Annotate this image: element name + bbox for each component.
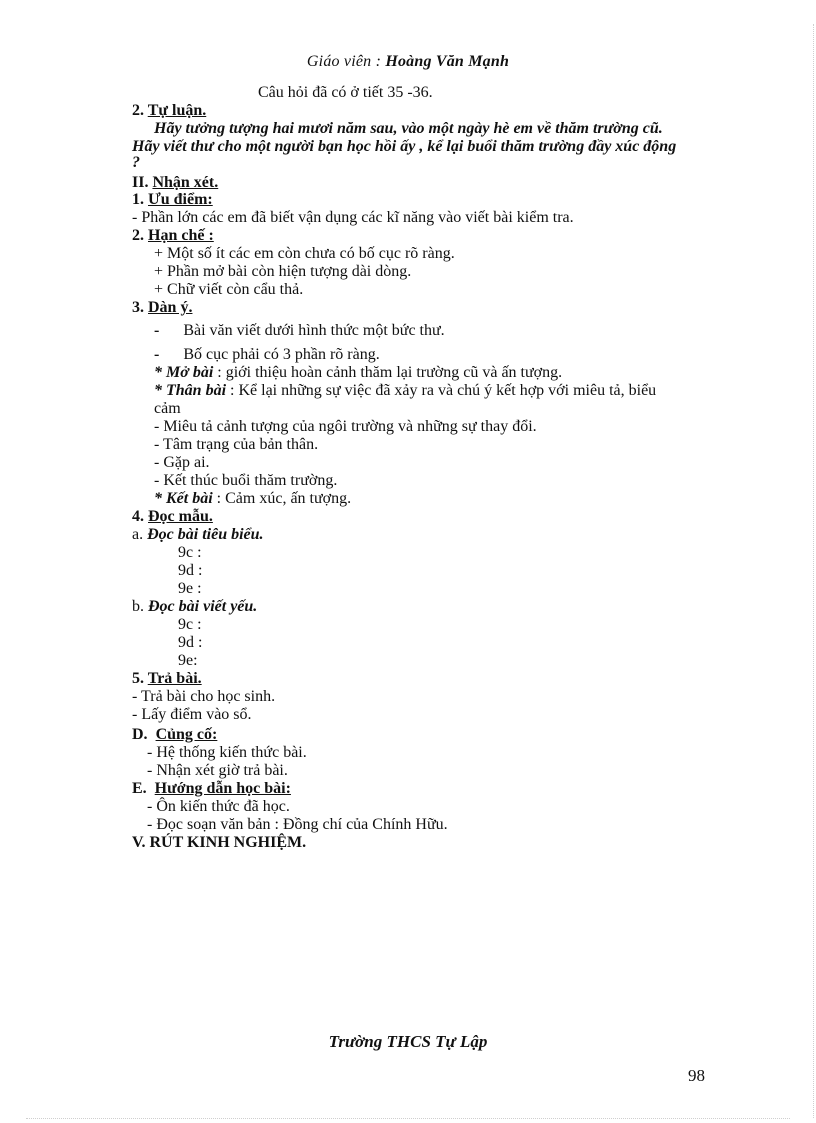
- consolidation-item: - Hệ thống kiến thức bài.: [147, 744, 307, 761]
- class-entry: 9c :: [178, 616, 202, 633]
- class-entry: 9e :: [178, 580, 202, 597]
- class-entry: 9c :: [178, 544, 202, 561]
- class-entry: 9e:: [178, 652, 198, 669]
- return-papers-heading: 5. Trả bài.: [132, 670, 202, 687]
- page-number: 98: [688, 1066, 705, 1085]
- homework-heading: E. Hướng dẫn học bài:: [132, 780, 291, 797]
- body-item: - Tâm trạng của bản thân.: [154, 436, 319, 453]
- weak-essays-heading: b. Đọc bài viết yếu.: [132, 598, 258, 615]
- intro-part: * Mở bài : giới thiệu hoàn cảnh thăm lại trường cũ và ấn tượng.: [154, 364, 563, 381]
- section-2-heading: 2. Tự luận.: [132, 102, 207, 119]
- return-item: - Lấy điểm vào sổ.: [132, 706, 252, 723]
- consolidation-item: - Nhận xét giờ trả bài.: [147, 762, 288, 779]
- sample-reading-heading: 4. Đọc mẫu.: [132, 508, 213, 525]
- good-essays-heading: a. Đọc bài tiêu biểu.: [132, 526, 264, 543]
- question-reference: Câu hỏi đã có ở tiết 35 -36.: [258, 84, 433, 101]
- conclusion-part: * Kết bài : Cảm xúc, ấn tượng.: [154, 490, 352, 507]
- body-item: - Miêu tả cảnh tượng của ngôi trường và những sự thay đổi.: [154, 418, 537, 435]
- outline-heading: 3. Dàn ý.: [132, 299, 193, 316]
- body-part: * Thân bài : Kể lại những sự việc đã xảy ra và chú ý kết hợp với miêu tả, biểu: [154, 382, 657, 399]
- page-border-right: [813, 24, 814, 1118]
- strengths-text: - Phần lớn các em đã biết vận dụng các kĩ năng vào viết bài kiểm tra.: [132, 209, 574, 226]
- outline-bullet: - Bố cục phải có 3 phần rõ ràng.: [154, 346, 380, 363]
- class-entry: 9d :: [178, 634, 203, 651]
- limitation-item: + Phần mở bài còn hiện tượng dài dòng.: [154, 263, 412, 280]
- section-ii-heading: II. Nhận xét.: [132, 174, 219, 191]
- essay-prompt-line-1: Hãy tưởng tượng hai mươi năm sau, vào một ngày hè em về thăm trường cũ.: [154, 120, 663, 137]
- body-item: - Kết thúc buổi thăm trường.: [154, 472, 338, 489]
- essay-prompt-line-2: Hãy viết thư cho một người bạn học hồi ấy , kể lại buổi thăm trường đầy xúc động: [132, 138, 677, 155]
- essay-prompt-line-3: ?: [132, 154, 140, 171]
- strengths-heading: 1. Ưu điểm:: [132, 191, 213, 208]
- return-item: - Trả bài cho học sinh.: [132, 688, 276, 705]
- body-item: - Gặp ai.: [154, 454, 210, 471]
- outline-bullet: - Bài văn viết dưới hình thức một bức thư.: [154, 322, 445, 339]
- limitation-item: + Một số ít các em còn chưa có bố cục rõ ràng.: [154, 245, 455, 262]
- school-footer: Trường THCS Tự Lập: [328, 1032, 488, 1051]
- limitation-item: + Chữ viết còn cẩu thả.: [154, 281, 304, 298]
- page-header: [0, 53, 816, 71]
- limitations-heading: 2. Hạn chế :: [132, 227, 214, 244]
- class-entry: 9d :: [178, 562, 203, 579]
- homework-item: - Ôn kiến thức đã học.: [147, 798, 290, 815]
- page-border-bottom: [26, 1118, 790, 1119]
- teacher-name: Hoàng Văn Mạnh: [385, 53, 510, 70]
- consolidation-heading: D. Củng cố:: [132, 726, 218, 743]
- homework-item: - Đọc soạn văn bản : Đồng chí của Chính Hữu.: [147, 816, 448, 833]
- lessons-learned-heading: V. RÚT KINH NGHIỆM.: [132, 834, 307, 851]
- body-part-continued: cảm: [154, 400, 181, 417]
- header-prefix: Giáo viên :: [306, 53, 382, 70]
